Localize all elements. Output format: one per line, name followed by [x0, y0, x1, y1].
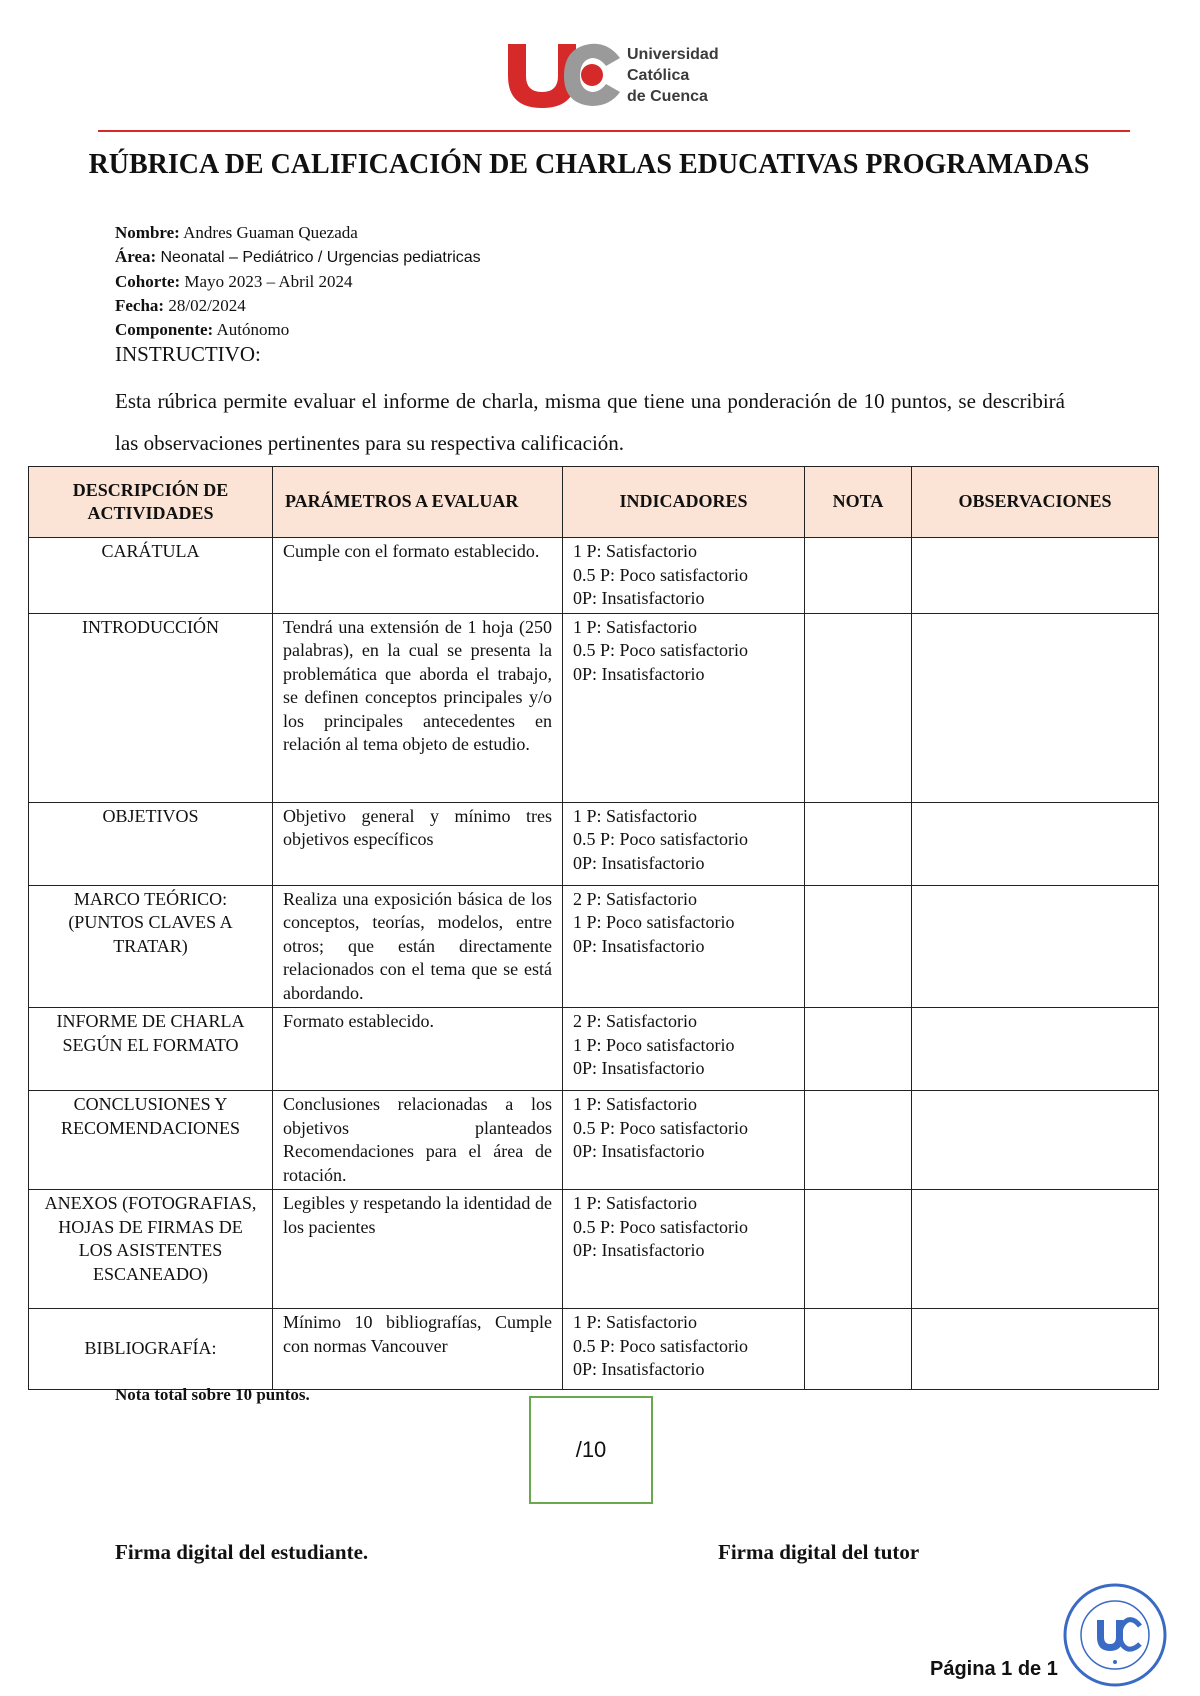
header-parametros: PARÁMETROS A EVALUAR	[273, 467, 563, 538]
row-indicadores	[563, 802, 805, 885]
table-header-row	[29, 467, 1159, 538]
row-parametro: Objetivo general y mínimo tres objetivos específicos	[273, 802, 563, 885]
row-actividad: INFORME DE CHARLA SEGÚN EL FORMATO	[29, 1008, 273, 1091]
student-info	[115, 221, 481, 342]
university-logo	[500, 38, 740, 118]
indicator: 0P: Insatisfactorio	[573, 1058, 705, 1078]
indicator: 0.5 P: Poco satisfactorio	[573, 1335, 748, 1356]
area-label: Área:	[115, 247, 157, 266]
row-observaciones[interactable]	[912, 538, 1159, 614]
page-number: Página 1 de 1	[930, 1658, 1058, 1680]
row-parametro: Realiza una exposición básica de los conceptos, teorías, modelos, entre otros; que están directamente relacionados con el tema que se está abordando.	[273, 885, 563, 1008]
tutor-signature-label: Firma digital del tutor	[718, 1540, 920, 1564]
row-indicadores	[563, 1309, 805, 1390]
table-row	[29, 613, 1159, 802]
indicator: 0P: Insatisfactorio	[573, 852, 705, 873]
indicator: 0P: Insatisfactorio	[573, 1141, 705, 1161]
total-label: Nota total sobre 10 puntos.	[115, 1385, 310, 1404]
indicator: 0.5 P: Poco satisfactorio	[573, 829, 748, 849]
table-row	[29, 885, 1159, 1008]
row-observaciones[interactable]	[912, 1309, 1159, 1390]
row-indicadores	[563, 613, 805, 802]
header-nota: NOTA	[805, 467, 912, 538]
nombre-label: Nombre:	[115, 223, 180, 242]
indicator: 1 P: Satisfactorio	[573, 1312, 697, 1332]
componente-value: Autónomo	[216, 320, 290, 339]
total-score: /10	[575, 1437, 607, 1462]
indicator: 1 P: Satisfactorio	[573, 1094, 697, 1114]
row-nota[interactable]	[805, 1091, 912, 1190]
area-value: Neonatal – Pediátrico / Urgencias pediatricas	[160, 249, 481, 266]
document-title: RÚBRICA DE CALIFICACIÓN DE CHARLAS EDUCATIVAS PROGRAMADAS	[88, 149, 1090, 180]
row-nota[interactable]	[805, 613, 912, 802]
row-actividad: ANEXOS (FOTOGRAFIAS, HOJAS DE FIRMAS DE LOS ASISTENTES ESCANEADO)	[29, 1190, 273, 1309]
header-observaciones: OBSERVACIONES	[912, 467, 1159, 538]
header-divider	[98, 130, 1130, 132]
table-row	[29, 802, 1159, 885]
indicator: 0P: Insatisfactorio	[573, 935, 705, 956]
indicator: 1 P: Satisfactorio	[573, 1193, 697, 1213]
componente-label: Componente:	[115, 320, 214, 339]
logo-line-2: Católica	[627, 67, 690, 84]
fecha-label: Fecha:	[115, 296, 165, 315]
row-observaciones[interactable]	[912, 1008, 1159, 1091]
row-indicadores	[563, 885, 805, 1008]
instructivo-text: Esta rúbrica permite evaluar el informe de charla, misma que tiene una ponderación de 10 puntos, se describirá las observaciones pertinentes para su respectiva calificación.	[115, 389, 1065, 455]
row-observaciones[interactable]	[912, 613, 1159, 802]
table-row	[29, 1008, 1159, 1091]
row-parametro: Mínimo 10 bibliografías, Cumple con normas Vancouver	[273, 1309, 563, 1390]
table-row	[29, 538, 1159, 614]
indicator: 0.5 P: Poco satisfactorio	[573, 640, 748, 660]
total-score-box[interactable]	[529, 1396, 653, 1504]
row-indicadores	[563, 1190, 805, 1309]
row-nota[interactable]	[805, 1008, 912, 1091]
row-observaciones[interactable]	[912, 1190, 1159, 1309]
indicator: 0.5 P: Poco satisfactorio	[573, 564, 748, 585]
indicator: 0.5 P: Poco satisfactorio	[573, 1216, 748, 1237]
university-name	[627, 44, 719, 107]
indicator: 2 P: Satisfactorio	[573, 888, 697, 909]
row-observaciones[interactable]	[912, 885, 1159, 1008]
row-actividad: INTRODUCCIÓN	[29, 613, 273, 802]
row-indicadores	[563, 538, 805, 614]
institution-stamp-icon	[1062, 1582, 1168, 1688]
indicator: 0.5 P: Poco satisfactorio	[573, 1117, 748, 1138]
indicator: 1 P: Satisfactorio	[573, 616, 697, 637]
row-indicadores	[563, 1008, 805, 1091]
student-signature-label: Firma digital del estudiante.	[115, 1540, 369, 1564]
nombre-value: Andres Guaman Quezada	[183, 223, 358, 242]
indicator: 0P: Insatisfactorio	[573, 588, 705, 608]
row-actividad: CONCLUSIONES Y RECOMENDACIONES	[29, 1091, 273, 1190]
indicator: 1 P: Poco satisfactorio	[573, 912, 735, 932]
row-nota[interactable]	[805, 538, 912, 614]
instructivo-heading: INSTRUCTIVO:	[115, 342, 261, 366]
row-parametro: Legibles y respetando la identidad de los pacientes	[273, 1190, 563, 1309]
indicator: 1 P: Satisfactorio	[573, 541, 697, 561]
table-row	[29, 1309, 1159, 1390]
row-parametro: Cumple con el formato establecido.	[273, 538, 563, 614]
table-row	[29, 1091, 1159, 1190]
row-actividad-text: BIBLIOGRAFÍA:	[84, 1338, 217, 1359]
row-nota[interactable]	[805, 1309, 912, 1390]
row-parametro: Tendrá una extensión de 1 hoja (250 palabras), en la cual se presenta la problemática que aborda el trabajo, se definen conceptos principales y/o los principales antecedentes en relación al tema objeto de estudio.	[273, 613, 563, 802]
logo-line-3: de Cuenca	[627, 88, 708, 105]
rubric-table	[28, 466, 1159, 1390]
indicator: 2 P: Satisfactorio	[573, 1011, 697, 1031]
header-actividades: DESCRIPCIÓN DE ACTIVIDADES	[29, 467, 273, 538]
indicator: 1 P: Poco satisfactorio	[573, 1034, 735, 1055]
cohorte-value: Mayo 2023 – Abril 2024	[184, 272, 353, 291]
table-row	[29, 1190, 1159, 1309]
row-actividad: OBJETIVOS	[29, 802, 273, 885]
row-actividad	[29, 1309, 273, 1390]
row-nota[interactable]	[805, 885, 912, 1008]
row-nota[interactable]	[805, 1190, 912, 1309]
row-actividad: MARCO TEÓRICO: (PUNTOS CLAVES A TRATAR)	[29, 885, 273, 1008]
indicator: 0P: Insatisfactorio	[573, 1240, 705, 1260]
indicator: 0P: Insatisfactorio	[573, 1359, 705, 1379]
indicator: 0P: Insatisfactorio	[573, 663, 705, 684]
uc-logo-icon	[500, 38, 625, 110]
header-indicadores: INDICADORES	[563, 467, 805, 538]
row-actividad: CARÁTULA	[29, 538, 273, 614]
fecha-value: 28/02/2024	[168, 296, 246, 315]
row-parametro: Conclusiones relacionadas a los objetivos planteados Recomendaciones para el área de rotación.	[273, 1091, 563, 1190]
row-indicadores	[563, 1091, 805, 1190]
indicator: 1 P: Satisfactorio	[573, 805, 697, 826]
row-nota[interactable]	[805, 802, 912, 885]
row-observaciones[interactable]	[912, 802, 1159, 885]
row-observaciones[interactable]	[912, 1091, 1159, 1190]
row-parametro: Formato establecido.	[273, 1008, 563, 1091]
logo-line-1: Universidad	[627, 46, 719, 63]
cohorte-label: Cohorte:	[115, 272, 181, 291]
